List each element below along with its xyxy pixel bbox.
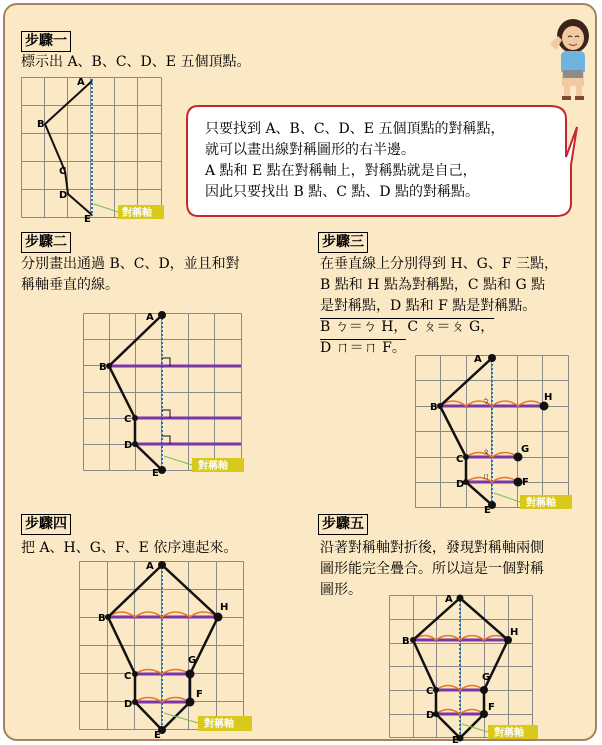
point-label-a: A xyxy=(146,312,154,323)
step3-line-2: B 點和 H 點為對稱點，C 點和 G 點 xyxy=(320,277,546,293)
point-label-d: D xyxy=(426,710,435,721)
axis-tag: 對稱軸 xyxy=(204,719,234,730)
point-label-b: B xyxy=(430,402,438,413)
point-label-c: C xyxy=(124,671,132,682)
left-half-outline xyxy=(45,81,92,215)
bubble-line-2: 就可以畫出線對稱圖形的右半邊。 xyxy=(205,142,415,158)
point-label-d: D xyxy=(124,699,133,710)
step4-text: 把 A、H、G、F、E 依序連起來。 xyxy=(21,540,238,556)
step5-heading: 步驟五 xyxy=(318,514,368,535)
teacher-illustration xyxy=(546,14,600,100)
point-label-d: D xyxy=(124,440,133,451)
point-label-c: C xyxy=(456,454,464,465)
bubble-line-4: 因此只要找出 B 點、C 點、D 點的對稱點。 xyxy=(205,184,480,200)
marker-d: ㄇ xyxy=(482,472,490,481)
point-label-b: B xyxy=(98,613,106,624)
point-label-a: A xyxy=(77,77,85,88)
step5-line-1: 沿著對稱軸對折後，發現對稱軸兩側 xyxy=(320,540,544,556)
point-label-f: F xyxy=(196,689,203,700)
step1-diagram xyxy=(20,76,170,222)
point-label-c: C xyxy=(124,414,132,425)
step2-line-2: 稱軸垂直的線。 xyxy=(21,277,119,293)
marker-c: ㄆ xyxy=(482,447,490,456)
step1-heading: 步驟一 xyxy=(21,31,71,52)
point-label-c: C xyxy=(426,686,434,697)
step3-eq-2: D ㄇ＝ㄇ F。 xyxy=(320,340,406,356)
step4-diagram xyxy=(78,560,254,742)
bubble-line-1: 只要找到 A、B、C、D、E 五個頂點的對稱點， xyxy=(205,121,505,137)
step5-line-2: 圖形能完全疊合。所以這是一個對稱 xyxy=(320,561,544,577)
point-label-b: B xyxy=(37,119,45,130)
point-label-e: E xyxy=(452,735,459,744)
step2-text xyxy=(21,254,240,296)
point-label-d: D xyxy=(59,190,68,201)
bubble-line-3: A 點和 E 點在對稱軸上，對稱點就是自己， xyxy=(205,163,477,179)
step3-diagram xyxy=(414,350,590,516)
point-label-h: H xyxy=(544,392,553,403)
point-label-a: A xyxy=(474,354,482,365)
axis-tag: 對稱軸 xyxy=(198,461,228,472)
axis-tag: 對稱軸 xyxy=(122,208,152,219)
step3-line-1: 在垂直線上分別得到 H、G、F 三點， xyxy=(320,256,559,272)
step5-diagram xyxy=(388,590,560,744)
step2-heading: 步驟二 xyxy=(21,232,71,253)
point-label-b: B xyxy=(99,362,107,373)
axis-tag: 對稱軸 xyxy=(494,728,524,739)
step5-line-3: 圖形。 xyxy=(320,582,362,598)
point-label-e: E xyxy=(152,468,159,479)
step2-diagram xyxy=(82,308,252,480)
point-label-h: H xyxy=(510,627,519,638)
point-label-a: A xyxy=(445,594,453,605)
point-label-b: B xyxy=(402,636,410,647)
point-label-g: G xyxy=(521,444,530,455)
point-label-e: E xyxy=(154,730,161,741)
marker-b: ㄅ xyxy=(482,396,490,405)
point-label-h: H xyxy=(220,602,229,613)
step3-line-3: 是對稱點，D 點和 F 點是對稱點。 xyxy=(320,298,537,314)
step3-heading: 步驟三 xyxy=(318,232,368,253)
point-label-e: E xyxy=(84,214,91,222)
point-label-c: C xyxy=(59,166,67,177)
point-label-g: G xyxy=(482,672,491,683)
step3-eq-1: B ㄅ＝ㄅ H，C ㄆ＝ㄆ G， xyxy=(320,319,495,335)
point-label-f: F xyxy=(522,477,529,488)
axis-tag: 對稱軸 xyxy=(526,498,556,509)
point-label-g: G xyxy=(188,655,197,666)
point-label-a: A xyxy=(146,561,154,572)
step3-text xyxy=(320,254,558,359)
point-label-d: D xyxy=(456,479,465,490)
bubble-text xyxy=(205,119,504,203)
point-label-e: E xyxy=(484,505,491,516)
point-label-f: F xyxy=(488,702,495,713)
step4-heading: 步驟四 xyxy=(21,514,71,535)
step2-line-1: 分別畫出通過 B、C、D，並且和對 xyxy=(21,256,240,272)
step1-text: 標示出 A、B、C、D、E 五個頂點。 xyxy=(21,54,251,70)
